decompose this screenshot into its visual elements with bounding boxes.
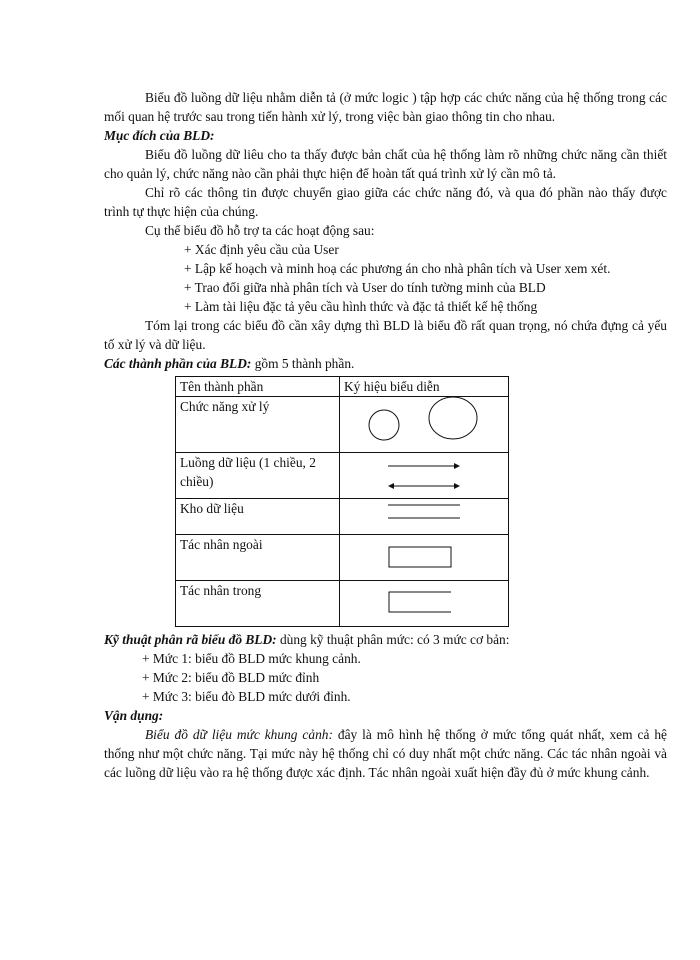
purpose-heading: Mục đích của BLD: [104, 128, 215, 143]
table-row [176, 535, 509, 581]
purpose-bullet: + Trao đổi giữa nhà phân tích và User do tính tường minh của BLD [184, 280, 546, 295]
application-subheading: Biểu đồ dữ liệu mức khung cảnh: [145, 727, 333, 742]
components-heading-rest: gồm 5 thành phần. [251, 356, 355, 371]
table-row [176, 453, 509, 499]
purpose-bullet: + Xác định yêu cầu của User [184, 242, 339, 257]
application-heading: Vận dụng: [104, 708, 164, 723]
table-row [176, 499, 509, 535]
row-name-datastore: Kho dữ liệu [176, 499, 340, 535]
rectangle-icon [344, 535, 504, 575]
arrows-icon [344, 453, 504, 493]
application-text: đây là mô hình hệ thống ở mức tổng quát nhất, xem cả hệ thống như một chức năng. Tại mức này hệ thống chỉ có duy nhất một chức năng. Các tác nhân ngoài và các luồng dữ liệu vào ra hệ thống được xác định. Tác nhân ngoài xuất hiện đầy đủ ở mức khung cảnh. [104, 727, 667, 780]
purpose-bullet: + Làm tài liệu đặc tả yêu cầu hình thức và đặc tả thiết kế hệ thống [184, 299, 538, 314]
row-name-dataflow: Luồng dữ liệu (1 chiều, 2 chiều) [176, 453, 340, 499]
symbol-cell [340, 453, 509, 499]
technique-level: + Mức 1: biểu đồ BLD mức khung cảnh. [142, 651, 361, 666]
row-name-external-agent: Tác nhân ngoài [176, 535, 340, 581]
technique-section [104, 630, 667, 782]
application-paragraph [104, 725, 667, 782]
table-row [176, 581, 509, 627]
technique-heading-line [104, 630, 667, 649]
technique-heading: Kỹ thuật phân rã biểu đồ BLD: [104, 632, 277, 647]
intro-section [104, 88, 667, 126]
table-header-row [176, 377, 509, 397]
components-heading: Các thành phần của BLD: [104, 356, 252, 371]
purpose-paragraph-2: Chỉ rõ các thông tin được chuyển giao giữa các chức năng đó, và qua đó phần nào thấy được trình tự thực hiện của chúng. [104, 185, 667, 219]
symbol-cell [340, 397, 509, 453]
row-name-process: Chức năng xử lý [176, 397, 340, 453]
components-heading-line [104, 354, 667, 373]
purpose-paragraph-1: Biểu đồ luồng dữ liêu cho ta thấy được bản chất của hệ thống làm rõ những chức năng cần thiết cho quản lý, chức năng nào cần phải thực hiện để hoàn tất quá trình xử lý cần mô tả. [104, 147, 667, 181]
table-header-name: Tên thành phần [176, 377, 340, 397]
circles-icon [344, 397, 504, 447]
purpose-section [104, 126, 667, 373]
open-rectangle-icon [344, 581, 504, 621]
technique-level: + Mức 2: biểu đồ BLD mức đỉnh [142, 670, 320, 685]
purpose-paragraph-4: Tóm lại trong các biểu đồ cần xây dựng thì BLD là biểu đồ rất quan trọng, nó chứa đựng cả yếu tố xử lý và dữ liệu. [104, 318, 667, 352]
row-name-internal-agent: Tác nhân trong [176, 581, 340, 627]
technique-level: + Mức 3: biểu đò BLD mức dưới đỉnh. [142, 689, 351, 704]
symbol-cell [340, 499, 509, 535]
symbol-cell [340, 535, 509, 581]
purpose-bullet: + Lập kế hoạch và minh hoạ các phương án cho nhà phân tích và User xem xét. [184, 261, 611, 276]
data-store-icon [344, 499, 504, 529]
components-table [175, 376, 509, 627]
intro-paragraph: Biểu đồ luồng dữ liệu nhằm diễn tả (ở mức logic ) tập hợp các chức năng của hệ thống trong các mối quan hệ trước sau trong tiến hành xử lý, trong việc bàn giao thông tin cho nhau. [104, 90, 667, 124]
table-header-symbol: Ký hiệu biểu diễn [340, 377, 509, 397]
symbol-cell [340, 581, 509, 627]
technique-heading-rest: dùng kỹ thuật phân mức: có 3 mức cơ bản: [276, 632, 510, 647]
table-row [176, 397, 509, 453]
purpose-paragraph-3: Cụ thể biểu đồ hỗ trợ ta các hoạt động sau: [145, 223, 375, 238]
